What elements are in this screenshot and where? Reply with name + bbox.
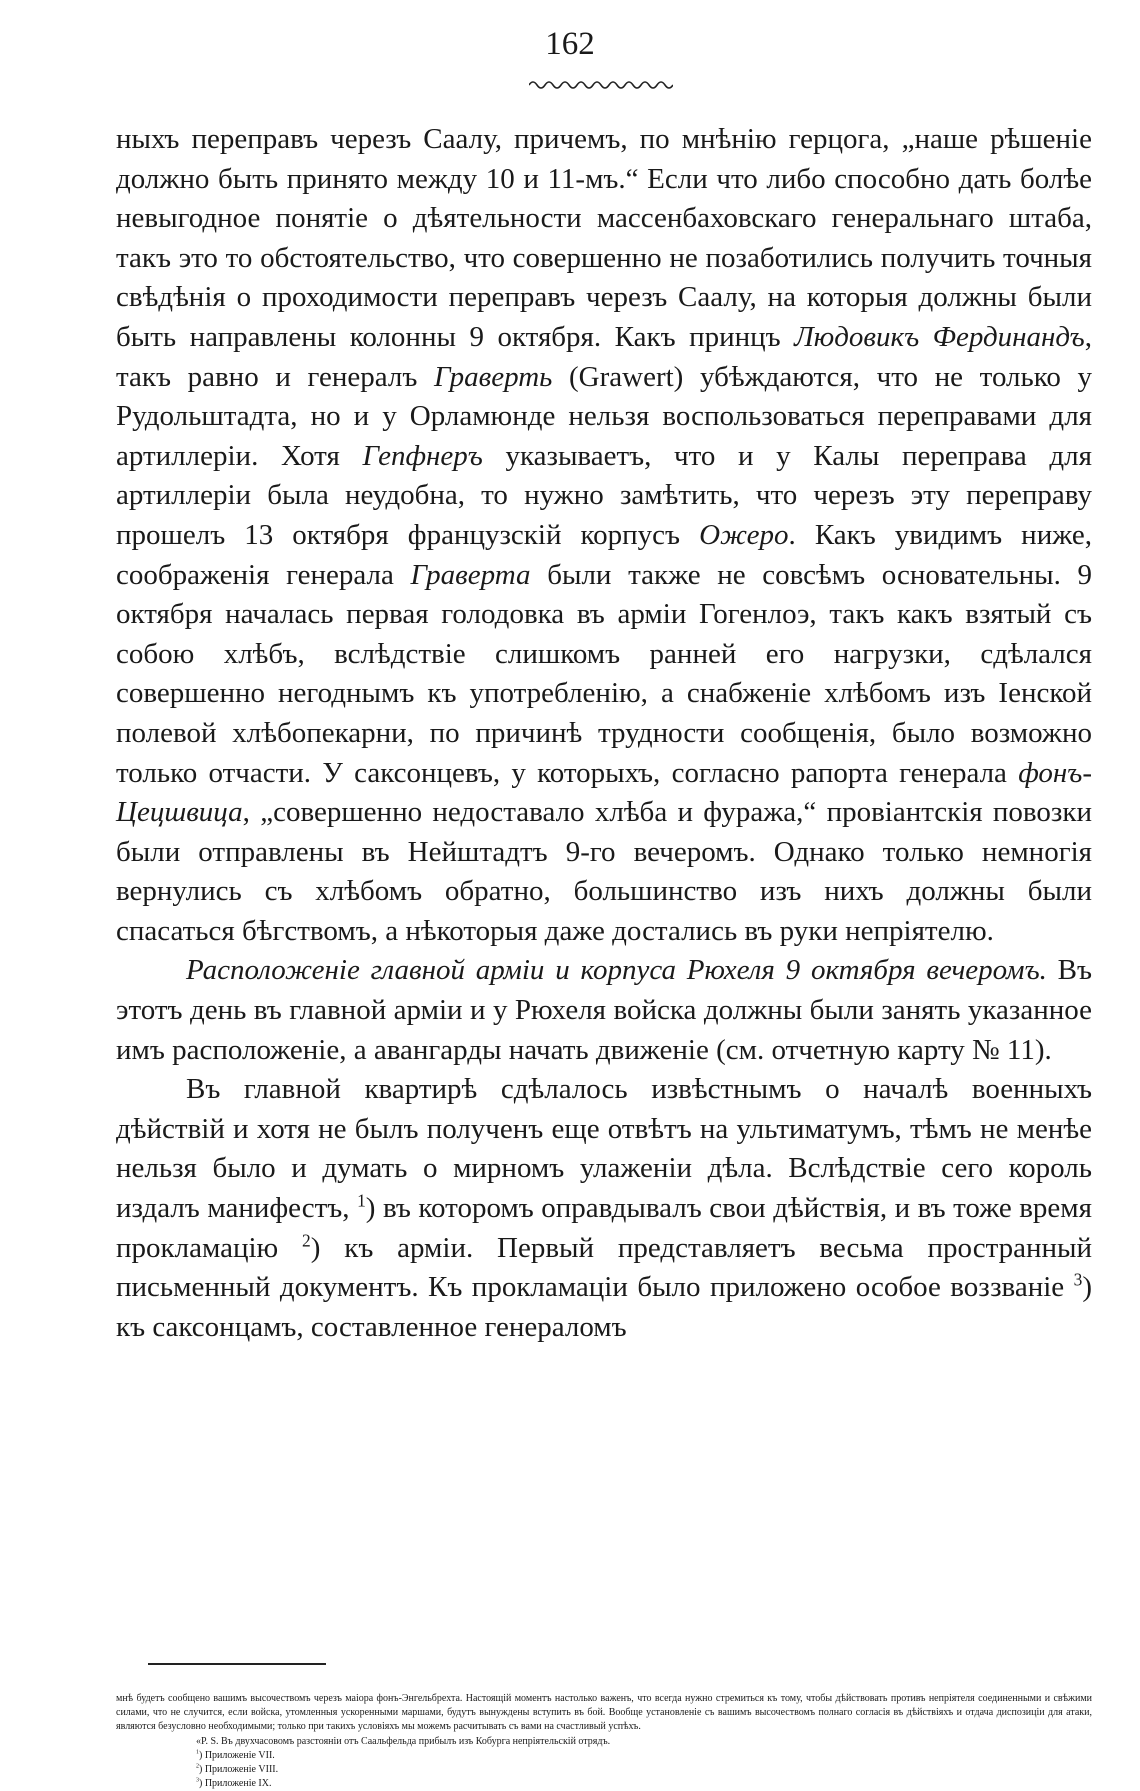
footnote-continuation: мнѣ будетъ сообщено вашимъ высочествомъ черезъ маіора фонъ-Энгельбрехта. Настоящій моментъ настолько важенъ, что всегда нужно стремиться къ тому, чтобы дѣйствовать противъ непріятеля соединенными и свѣжими силами, что не случится, если войска, утомленныя ускоренными маршами, будутъ вынуждены вступить въ бой. Вообще установленіе съ вашимъ высочествомъ полнаго согласія въ дѣйствіяхъ и отдача диспозиціи для атаки, являются безусловно необходимыми; только при такихъ условіяхъ мы можемъ расчитывать съ вами на счастливый успѣхъ.: [116, 1693, 1092, 1733]
footnotes: [116, 1692, 1092, 1791]
name-grawert-2: Граверта: [410, 558, 531, 591]
name-ludwig-ferdinand: Людовикъ Фердинандъ: [794, 320, 1085, 353]
paragraph-1: ныхъ переправъ черезъ Саалу, причемъ, по мнѣнію герцога, „наше рѣшеніе должно быть принято между 10 и 11-мъ.“ Если что либо способно дать болѣе невыгодное понятіе о дѣятельности массенбаховскаго генеральнаго штаба, такъ это то обстоятельство, что совершенно не позаботились получить точныя свѣдѣнія о проходимости переправъ черезъ Саалу, на которыя должны были быть направлены колонны 9 октября. Какъ принцъ Людовикъ Фердинандъ, такъ равно и генералъ Граверть (Grawert) убѣждаются, что не только у Рудольштадта, но и у Орламюнде нельзя воспользоваться переправами для артиллеріи. Хотя Гепфнеръ указываетъ, что и у Калы переправа для артиллеріи была неудобна, то нужно замѣтить, что черезъ эту переправу прошелъ 13 октября французскій корпусъ Ожеро. Какъ увидимъ ниже, соображенія генерала Граверта были также не совсѣмъ основательны. 9 октября началась первая голодовка въ арміи Гогенлоэ, такъ какъ взятый съ собою хлѣбъ, вслѣдствіе слишкомъ ранней его нагрузки, сдѣлался совершенно негоднымъ къ употребленію, а снабженіе хлѣбомъ изъ Іенской полевой хлѣбопекарни, по причинѣ трудности сообщенія, было возможно только отчасти. У саксонцевъ, у которыхъ, согласно рапорта генерала фонъ-Цецшвица, „совершенно недоставало хлѣба и фуража,“ провіантскія повозки были отправлены въ Нейштадтъ 9-го вечеромъ. Однако только немногія вернулись съ хлѣбомъ обратно, большинство изъ нихъ должны были спасаться бѣгствомъ, а нѣкоторыя даже достались въ руки непріятелю.: [116, 123, 1092, 947]
main-text: [116, 120, 1092, 1347]
footnote-divider: [148, 1663, 326, 1665]
footnote-ps: «P. S. Въ двухчасовомъ разстояніи отъ Саальфельда прибылъ изъ Кобурга непріятельскій отрядъ.: [196, 1735, 611, 1747]
name-augereau: Ожеро: [699, 518, 789, 551]
name-zeschwitz: фонъ-Цецшвица: [116, 756, 1092, 829]
footnote-item-2: $^2$) Приложеніе VIII.: [196, 1763, 279, 1776]
paragraph-3: Въ главной квартирѣ сдѣлалось извѣстнымъ о началѣ военныхъ дѣйствій и хотя не былъ полученъ еще отвѣтъ на ультиматумъ, тѣмъ не менѣе нельзя было и думать о мирномъ улаженіи дѣла. Вслѣдствіе сего король издалъ манифестъ, $^1$) въ которомъ оправдывалъ свои дѣйствія, и въ тоже время прокламацію $^2$) къ арміи. Первый представляетъ весьма пространный письменный документъ. Къ прокламаціи было приложено особое воззваніе $^3$) къ саксонцамъ, составленное генераломъ: [116, 1073, 1093, 1343]
name-hoepfner: Гепфнеръ: [362, 439, 483, 472]
name-grawert: Граверть: [433, 360, 553, 393]
footnote-ref-1: 1: [357, 1190, 366, 1211]
wavy-ornament: [529, 78, 673, 92]
paragraph-2: Расположеніе главной арміи и корпуса Рюхеля 9 октября вечеромъ. Въ этотъ день въ главной арміи и у Рюхеля войска должны были занять указанное имъ расположеніе, а авангарды начать движеніе (см. отчетную карту № 11).: [116, 954, 1092, 1066]
footnote-ref-2: 2: [302, 1229, 311, 1250]
page-number: 162: [545, 26, 595, 62]
footnote-item-3: $^3$) Приложеніе IX.: [196, 1777, 272, 1790]
section-heading: Расположеніе главной арміи и корпуса Рюхеля 9 октября вечеромъ.: [186, 954, 1047, 987]
footnote-item-1: $^1$) Приложеніе VII.: [196, 1749, 275, 1761]
footnote-ref-3: 3: [1073, 1269, 1083, 1290]
